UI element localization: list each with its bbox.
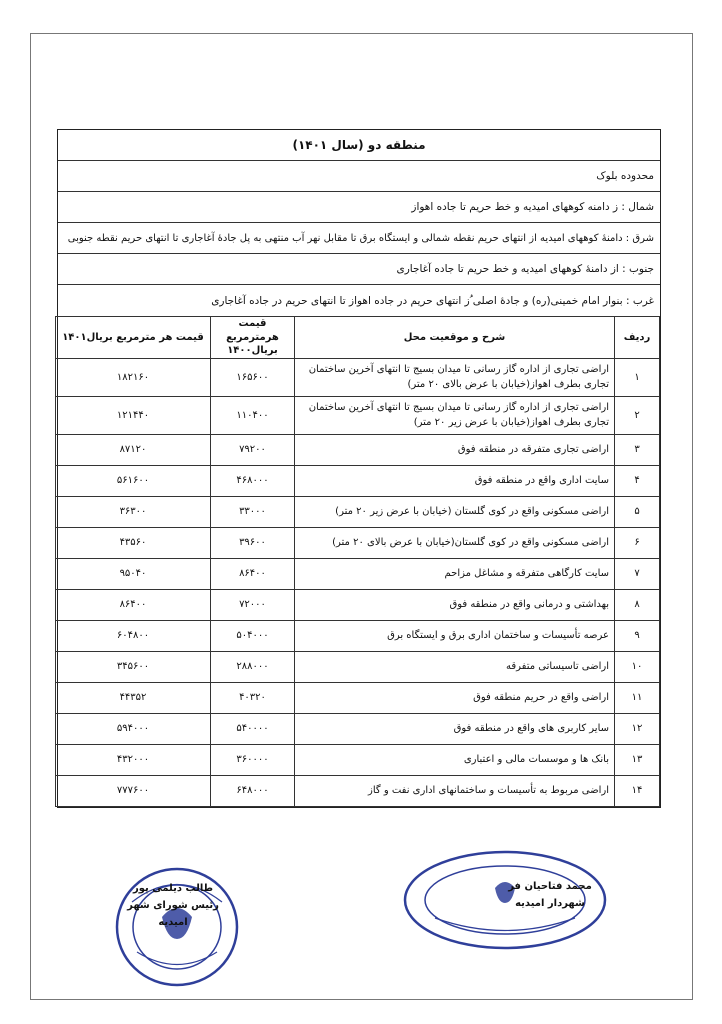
table-row — [56, 558, 660, 589]
row-description: اراضی مسکونی واقع در کوی گلستان(خیابان با عرض بالای ۲۰ متر) — [295, 527, 615, 558]
header-price-1401: قیمت هر مترمربع بریال۱۴۰۱ — [56, 317, 211, 359]
row-number: ۹ — [615, 620, 660, 651]
header-price-1400: قیمت هرمترمربع بریال۱۴۰۰ — [211, 317, 295, 359]
table-row — [56, 713, 660, 744]
header-row-number: ردیف — [615, 317, 660, 359]
row-price-1401: ۵۹۴۰۰۰ — [56, 713, 211, 744]
row-number: ۱۱ — [615, 682, 660, 713]
row-number: ۶ — [615, 527, 660, 558]
row-number: ۲ — [615, 396, 660, 434]
row-number: ۱۲ — [615, 713, 660, 744]
table-row — [56, 527, 660, 558]
row-number: ۴ — [615, 465, 660, 496]
table-row — [56, 682, 660, 713]
boundary-heading: محدوده بلوک — [58, 161, 660, 192]
table-row — [56, 396, 660, 434]
row-description: اراضی مسکونی واقع در کوی گلستان (خیابان با عرض زیر ۲۰ متر) — [295, 496, 615, 527]
table-row — [56, 465, 660, 496]
right-signer-name: محمد فتاحیان فر — [508, 881, 592, 892]
row-description: سایت کارگاهی متفرقه و مشاغل مزاحم — [295, 558, 615, 589]
row-price-1401: ۳۶۳۰۰ — [56, 496, 211, 527]
row-price-1400: ۷۹۲۰۰ — [211, 434, 295, 465]
row-price-1400: ۱۶۵۶۰۰ — [211, 358, 295, 396]
boundary-west: غرب : بنوار امام خمینی(ره) و جادهٔ اصلی ُز انتهای حریم در جاده اهواز تا انتهای حریم در جاده آغاجاری — [211, 294, 654, 307]
row-description: عرصه تأسیسات و ساختمان اداری برق و ایستگاه برق — [295, 620, 615, 651]
left-signer-role: رئیس شورای شهر امیدیه — [127, 900, 219, 928]
table-row — [56, 434, 660, 465]
row-number: ۸ — [615, 589, 660, 620]
row-price-1400: ۸۶۴۰۰ — [211, 558, 295, 589]
row-price-1401: ۱۲۱۴۴۰ — [56, 396, 211, 434]
right-signer-role: شهردار امیدیه — [515, 898, 585, 909]
row-price-1401: ۵۶۱۶۰۰ — [56, 465, 211, 496]
row-description: اراضی تجاری از اداره گاز رسانی تا میدان بسیج تا انتهای آخرین ساختمان تجاری بطرف اهواز(خیابان با عرض زیر ۲۰ متر) — [295, 396, 615, 434]
row-price-1400: ۷۲۰۰۰ — [211, 589, 295, 620]
row-price-1401: ۹۵۰۴۰ — [56, 558, 211, 589]
left-signer-name: طالب دیلمی پور — [132, 883, 214, 894]
row-price-1400: ۲۸۸۰۰۰ — [211, 651, 295, 682]
row-description: اراضی مربوط به تأسیسات و ساختمانهای اداری نفت و گاز — [295, 775, 615, 806]
table-row — [56, 358, 660, 396]
table-row — [56, 496, 660, 527]
row-number: ۵ — [615, 496, 660, 527]
row-description: اراضی تجاری از اداره گاز رسانی تا میدان بسیج تا انتهای آخرین ساختمان تجاری بطرف اهواز(خیابان با عرض بالای ۲۰ متر) — [295, 358, 615, 396]
row-description: اراضی تجاری متفرقه در منطقه فوق — [295, 434, 615, 465]
document-title: منطقه دو (سال ۱۴۰۱) — [58, 130, 660, 161]
row-description: بانک ها و موسسات مالی و اعتباری — [295, 744, 615, 775]
right-signature — [480, 878, 620, 912]
row-number: ۷ — [615, 558, 660, 589]
row-description: سایر کاربری های واقع در منطقه فوق — [295, 713, 615, 744]
row-description: اراضی واقع در حریم منطقه فوق — [295, 682, 615, 713]
row-price-1401: ۸۷۱۲۰ — [56, 434, 211, 465]
row-price-1400: ۵۴۰۰۰۰ — [211, 713, 295, 744]
row-price-1401: ۴۴۳۵۲ — [56, 682, 211, 713]
row-price-1400: ۴۰۳۲۰ — [211, 682, 295, 713]
row-price-1401: ۷۷۷۶۰۰ — [56, 775, 211, 806]
row-description: بهداشتی و درمانی واقع در منطقه فوق — [295, 589, 615, 620]
row-description: اراضی تاسیساتی متفرقه — [295, 651, 615, 682]
table-row — [56, 775, 660, 806]
row-number: ۳ — [615, 434, 660, 465]
boundary-south: جنوب : از دامنهٔ کوههای امیدیه و خط حریم تا جاده آغاجاری — [58, 254, 660, 285]
row-description: سایت اداری واقع در منطقه فوق — [295, 465, 615, 496]
boundary-north: شمال : ز دامنه کوههای امیدیه و خط حریم تا جاده اهواز — [58, 192, 660, 223]
row-number: ۱۳ — [615, 744, 660, 775]
row-price-1401: ۴۳۲۰۰۰ — [56, 744, 211, 775]
left-signature — [118, 880, 228, 931]
row-price-1401: ۴۳۵۶۰ — [56, 527, 211, 558]
row-price-1401: ۱۸۲۱۶۰ — [56, 358, 211, 396]
table-row — [56, 620, 660, 651]
row-price-1400: ۴۶۸۰۰۰ — [211, 465, 295, 496]
row-price-1400: ۵۰۴۰۰۰ — [211, 620, 295, 651]
row-price-1401: ۳۴۵۶۰۰ — [56, 651, 211, 682]
row-number: ۱۴ — [615, 775, 660, 806]
table-row — [56, 744, 660, 775]
boundary-east: شرق : دامنهٔ کوههای امیدیه از انتهای حریم نقطه شمالی و ایستگاه برق تا مقابل نهر آب منتهی به پل جادهٔ آغاجاری تا انتهای حریم نقطه جنوبی — [58, 223, 660, 254]
row-price-1400: ۳۹۶۰۰ — [211, 527, 295, 558]
row-price-1401: ۶۰۴۸۰۰ — [56, 620, 211, 651]
row-number: ۱۰ — [615, 651, 660, 682]
document-table — [57, 129, 661, 808]
table-row — [56, 651, 660, 682]
header-description: شرح و موقعیت محل — [295, 317, 615, 359]
row-number: ۱ — [615, 358, 660, 396]
row-price-1400: ۳۳۰۰۰ — [211, 496, 295, 527]
price-table — [55, 316, 660, 807]
row-price-1400: ۳۶۰۰۰۰ — [211, 744, 295, 775]
table-row — [56, 589, 660, 620]
row-price-1400: ۶۴۸۰۰۰ — [211, 775, 295, 806]
row-price-1400: ۱۱۰۴۰۰ — [211, 396, 295, 434]
row-price-1401: ۸۶۴۰۰ — [56, 589, 211, 620]
